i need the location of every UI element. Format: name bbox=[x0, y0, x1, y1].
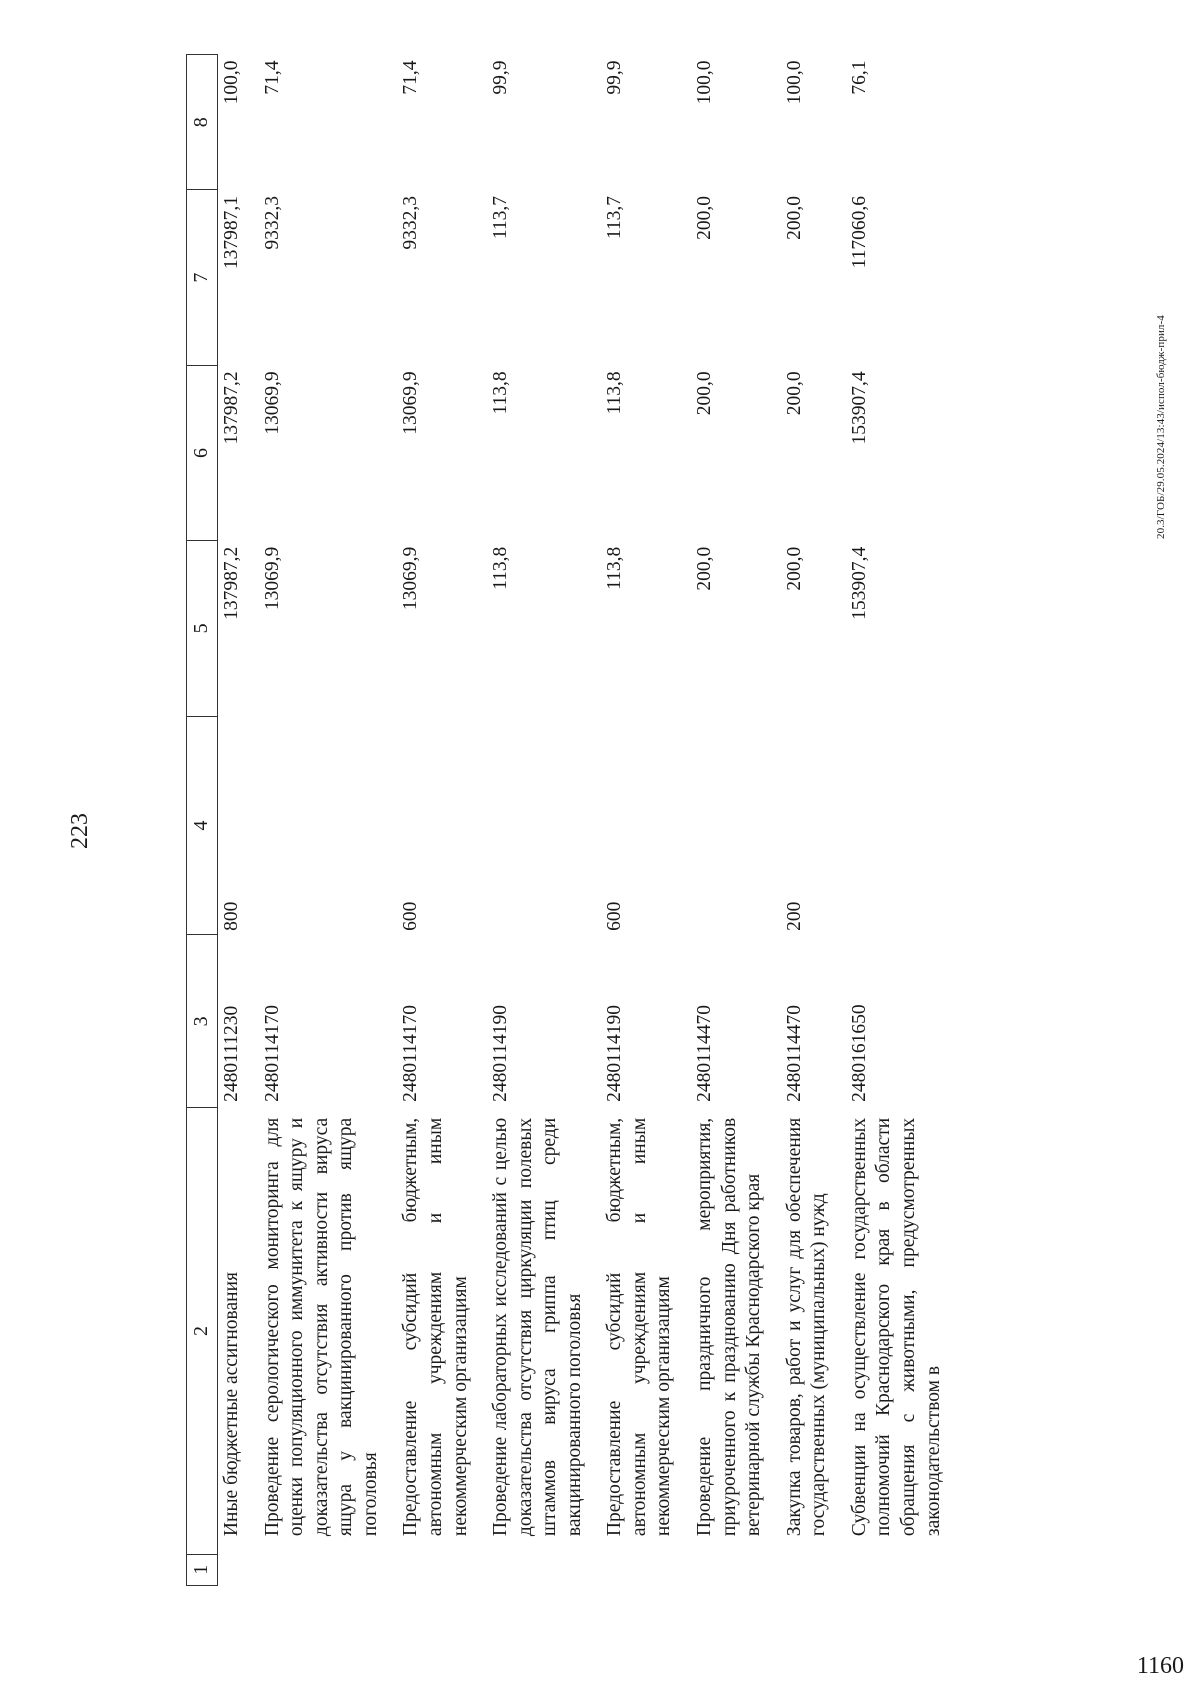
row-col-8: 100,0 bbox=[221, 60, 242, 105]
row-expense-type: 600 bbox=[400, 901, 422, 931]
row-index-cell bbox=[383, 1554, 473, 1585]
row-col-8: 99,9 bbox=[604, 60, 626, 95]
row-col-5: 13069,9 bbox=[261, 546, 283, 611]
header-col-7: 7 bbox=[187, 190, 218, 365]
header-col-5: 5 bbox=[187, 541, 218, 716]
row-code: 2480114190 bbox=[604, 1005, 626, 1102]
row-col-5: 200,0 bbox=[694, 546, 715, 591]
row-name: Проведение праздничного мероприятия, приуроченного к празднованию Дня работников ветеринарной службы Краснодарского края bbox=[694, 1117, 765, 1537]
row-name: Иные бюджетные ассигнования bbox=[221, 1272, 242, 1537]
header-col-3: 3 bbox=[187, 935, 218, 1108]
row-col-5: 137987,2 bbox=[221, 546, 242, 620]
table-row bbox=[383, 55, 473, 1586]
table-header bbox=[187, 55, 218, 1586]
row-expense-type bbox=[832, 716, 946, 935]
row-code: 2480114170 bbox=[400, 1005, 422, 1102]
row-col-7: 137987,1 bbox=[221, 196, 242, 270]
row-code: 2480161650 bbox=[848, 1004, 870, 1102]
row-col-8: 99,9 bbox=[490, 60, 512, 95]
row-col-5: 13069,9 bbox=[400, 546, 422, 611]
table-row bbox=[473, 55, 587, 1586]
row-col-8: 71,4 bbox=[400, 60, 422, 95]
row-expense-type: 600 bbox=[604, 901, 626, 931]
row-col-7: 113,7 bbox=[604, 196, 626, 240]
header-col-1: 1 bbox=[187, 1554, 218, 1585]
row-expense-type bbox=[245, 716, 384, 935]
budget-table bbox=[186, 54, 946, 1586]
row-index-cell bbox=[587, 1554, 677, 1585]
header-col-4: 4 bbox=[187, 716, 218, 935]
row-col-6: 200,0 bbox=[783, 371, 805, 416]
row-code: 2480114470 bbox=[783, 1005, 805, 1102]
row-name: Предоставление субсидий бюджетным, автономным учреждениям и иным некоммерческим организациям bbox=[400, 1117, 471, 1537]
row-index-cell bbox=[832, 1554, 946, 1585]
row-index-cell bbox=[767, 1554, 832, 1585]
page-number: 223 bbox=[67, 813, 93, 849]
row-name: Предоставление субсидий бюджетным, автономным учреждениям и иным некоммерческим организациям bbox=[604, 1117, 675, 1537]
table-row bbox=[245, 55, 384, 1586]
row-name: Закупка товаров, работ и услуг для обеспечения государственных (муниципальных) нужд bbox=[783, 1117, 830, 1537]
row-index-cell bbox=[218, 1554, 245, 1585]
row-expense-type: 200 bbox=[783, 901, 805, 931]
row-col-7: 117060,6 bbox=[848, 196, 870, 269]
row-col-5: 200,0 bbox=[783, 546, 805, 591]
row-col-7: 200,0 bbox=[783, 196, 805, 240]
row-col-8: 76,1 bbox=[848, 60, 870, 95]
table-row bbox=[587, 55, 677, 1586]
row-col-8: 100,0 bbox=[783, 60, 805, 105]
row-col-7: 113,7 bbox=[490, 196, 512, 240]
row-name: Субвенции на осуществление государственных полномочий Краснодарского края в области обращения с животными, предусмотренных законодательством в bbox=[848, 1117, 944, 1537]
row-expense-type: 800 bbox=[221, 901, 242, 931]
row-expense-type bbox=[677, 716, 767, 935]
row-col-6: 153907,4 bbox=[848, 371, 870, 445]
row-col-5: 153907,4 bbox=[848, 546, 870, 620]
total-page-number: 1160 bbox=[1136, 1653, 1184, 1679]
header-col-2: 2 bbox=[187, 1108, 218, 1554]
row-code: 2480114190 bbox=[490, 1005, 512, 1102]
row-index-cell bbox=[677, 1554, 767, 1585]
row-name: Проведение лабораторных исследований с целью доказательства отсутствия циркуляции полевых штаммов вируса гриппа птиц среди вакцинированного поголовья bbox=[490, 1117, 585, 1537]
header-col-8: 8 bbox=[187, 55, 218, 191]
table-row bbox=[677, 55, 767, 1586]
row-index-cell bbox=[473, 1554, 587, 1585]
row-col-7: 200,0 bbox=[694, 196, 715, 240]
table-row bbox=[767, 55, 832, 1586]
table-row bbox=[832, 55, 946, 1586]
row-index-cell bbox=[245, 1554, 384, 1585]
document-code: 20.3/ГОБ/29.05.2024/13:43/испол-бюдж-прил-4 bbox=[1155, 315, 1167, 539]
row-code: 2480111230 bbox=[221, 1005, 242, 1102]
row-col-8: 71,4 bbox=[261, 60, 283, 95]
row-col-5: 113,8 bbox=[490, 546, 512, 590]
row-col-6: 200,0 bbox=[694, 371, 715, 416]
row-col-6: 113,8 bbox=[490, 371, 512, 415]
row-col-7: 9332,3 bbox=[400, 196, 422, 250]
row-col-7: 9332,3 bbox=[261, 196, 283, 250]
row-col-6: 137987,2 bbox=[221, 371, 242, 445]
row-col-8: 100,0 bbox=[694, 60, 715, 105]
row-col-6: 13069,9 bbox=[261, 371, 283, 435]
row-code: 2480114170 bbox=[261, 1005, 283, 1102]
header-col-6: 6 bbox=[187, 365, 218, 540]
row-code: 2480114470 bbox=[694, 1005, 715, 1102]
row-col-6: 113,8 bbox=[604, 371, 626, 415]
row-name: Проведение серологического мониторинга для оценки популяционного иммунитета к ящуру и доказательства отсутствия активности вируса ящура у вакцинированного против ящура поголовья bbox=[261, 1117, 381, 1537]
table-row bbox=[218, 55, 245, 1586]
row-expense-type bbox=[473, 716, 587, 935]
row-col-5: 113,8 bbox=[604, 546, 626, 590]
row-col-6: 13069,9 bbox=[400, 371, 422, 435]
